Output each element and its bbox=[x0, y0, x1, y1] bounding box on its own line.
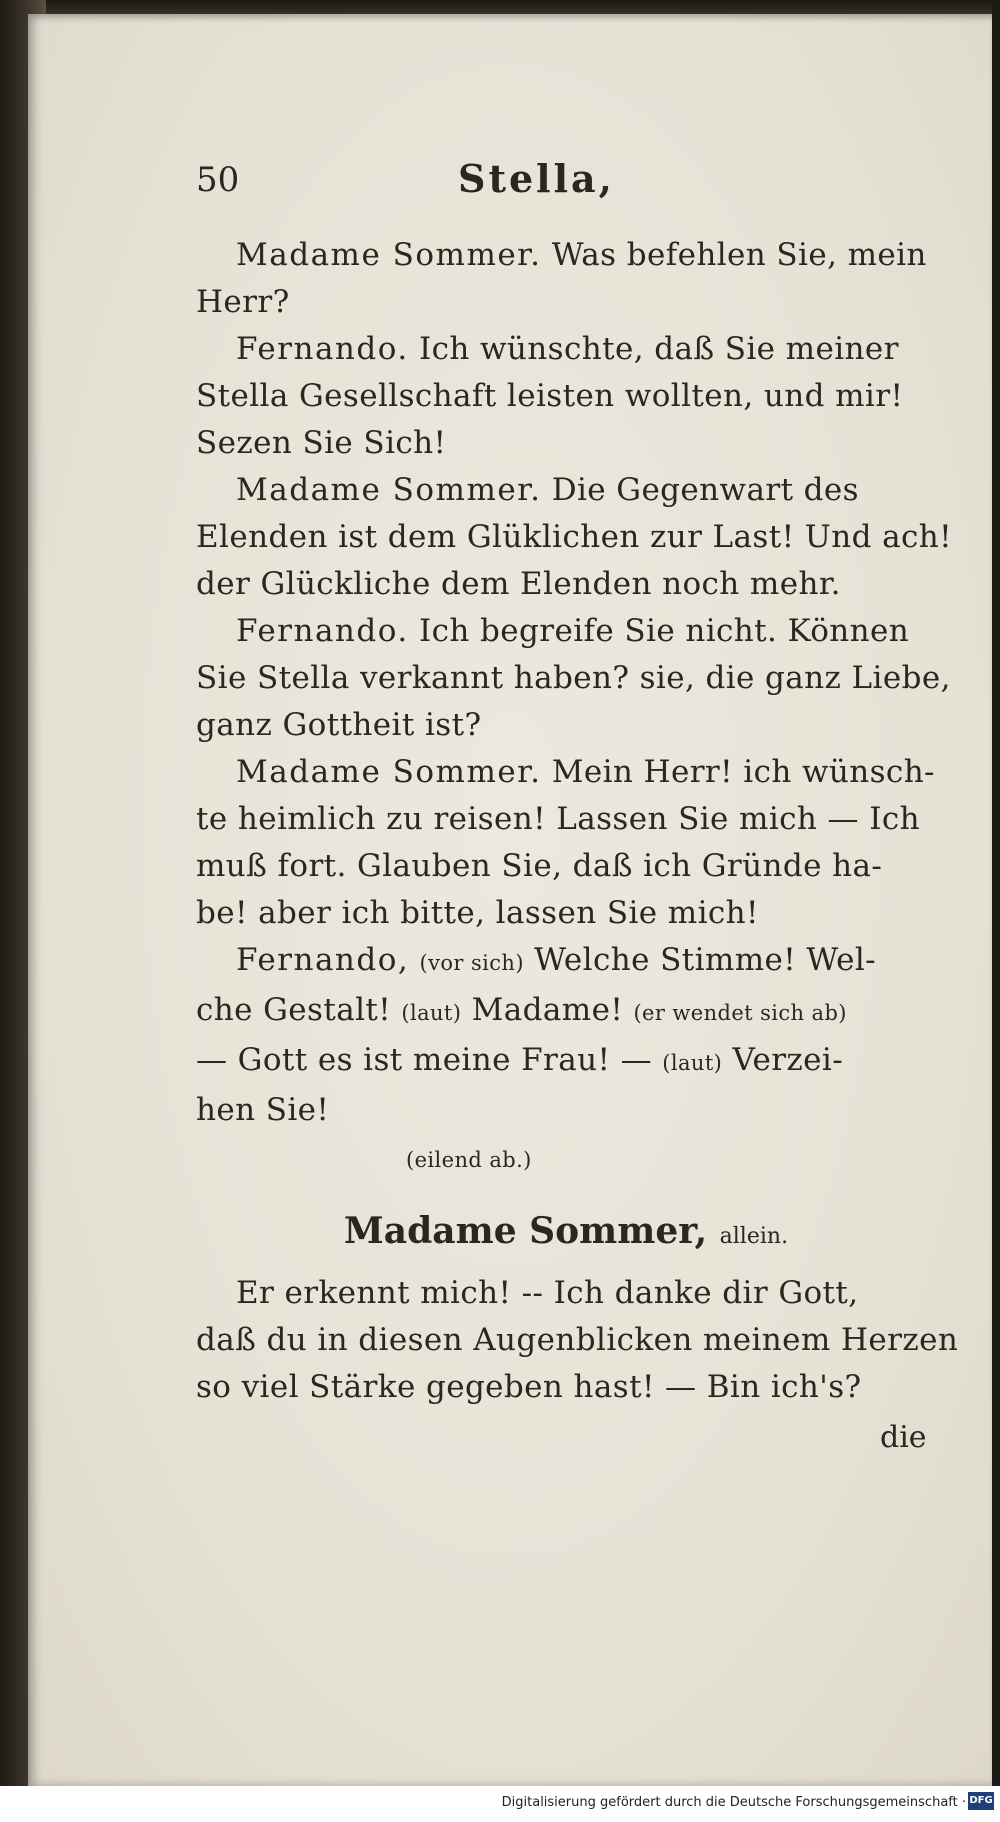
stage-direction: (vor sich) bbox=[419, 951, 524, 975]
line-text: Sie Stella verkannt haben? sie, die ganz Liebe, bbox=[196, 660, 951, 696]
text-line bbox=[196, 749, 936, 796]
monologue-block bbox=[196, 1270, 959, 1411]
line-text: Sezen Sie Sich! bbox=[196, 425, 447, 461]
text-line bbox=[196, 843, 936, 890]
text-line bbox=[196, 1317, 959, 1364]
speaker-name: Madame Sommer. bbox=[236, 472, 542, 508]
page-number: 50 bbox=[196, 160, 240, 200]
speaker-name: Fernando, bbox=[236, 942, 410, 978]
stage-direction: (laut) bbox=[662, 1051, 723, 1075]
line-text: che Gestalt! bbox=[196, 992, 402, 1028]
text-line bbox=[196, 987, 936, 1037]
scene-stage-direction: allein. bbox=[719, 1224, 789, 1249]
line-text: Was befehlen Sie, mein bbox=[541, 237, 927, 273]
speaker-name: Fernando. bbox=[236, 331, 409, 367]
text-line bbox=[196, 467, 936, 514]
text-line bbox=[196, 937, 936, 987]
line-text: Stella Gesellschaft leisten wollten, und mir! bbox=[196, 378, 904, 414]
line-text: te heimlich zu reisen! Lassen Sie mich — Ich bbox=[196, 801, 920, 837]
line-text: ganz Gottheit ist? bbox=[196, 707, 482, 743]
line-text: — Gott es ist meine Frau! — bbox=[196, 1042, 663, 1078]
scene-heading bbox=[196, 1210, 936, 1252]
text-line bbox=[196, 1270, 936, 1317]
stage-direction: (laut) bbox=[401, 1001, 462, 1025]
line-text: so viel Stärke gegeben hast! — Bin ich's? bbox=[196, 1369, 862, 1405]
line-text: Er erkennt mich! -- Ich danke dir Gott, bbox=[236, 1275, 859, 1311]
speaker-name: Madame Sommer. bbox=[236, 754, 542, 790]
stage-direction: (er wendet sich ab) bbox=[633, 1001, 847, 1025]
text-line bbox=[196, 702, 936, 749]
speaker-name: Fernando. bbox=[236, 613, 409, 649]
line-text: Madame! bbox=[461, 992, 634, 1028]
line-text: muß fort. Glauben Sie, daß ich Gründe ha- bbox=[196, 848, 883, 884]
line-text: daß du in diesen Augenblicken meinem Herzen bbox=[196, 1322, 959, 1358]
text-line bbox=[196, 655, 951, 702]
line-text: be! aber ich bitte, lassen Sie mich! bbox=[196, 895, 759, 931]
text-line bbox=[196, 1134, 936, 1184]
text-line bbox=[196, 890, 936, 937]
line-text: Herr? bbox=[196, 284, 290, 320]
line-text: Mein Herr! ich wünsch- bbox=[541, 754, 935, 790]
line-text: Die Gegenwart des bbox=[541, 472, 859, 508]
text-line bbox=[196, 326, 936, 373]
text-line bbox=[196, 514, 952, 561]
speaker-name: Madame Sommer. bbox=[236, 237, 542, 273]
text-line bbox=[196, 1087, 936, 1134]
scene-speaker: Madame Sommer, bbox=[343, 1210, 708, 1252]
line-text: Verzei- bbox=[722, 1042, 844, 1078]
text-line bbox=[196, 796, 936, 843]
right-border bbox=[992, 0, 1000, 1790]
dialogue-block bbox=[196, 232, 952, 1184]
catchword: die bbox=[880, 1420, 927, 1455]
exit-direction: (eilend ab.) bbox=[406, 1148, 532, 1172]
line-text: Ich begreife Sie nicht. Können bbox=[408, 613, 910, 649]
line-text: Welche Stimme! Wel- bbox=[523, 942, 877, 978]
line-text: Elenden ist dem Glüklichen zur Last! Und ach! bbox=[196, 519, 952, 555]
page-header bbox=[196, 150, 956, 210]
running-title: Stella, bbox=[458, 156, 615, 201]
line-text: Ich wünschte, daß Sie meiner bbox=[408, 331, 899, 367]
text-line bbox=[196, 373, 936, 420]
text-line bbox=[196, 1364, 936, 1411]
dfg-logo: DFG bbox=[968, 1792, 994, 1810]
digitization-credit: Digitalisierung gefördert durch die Deutsche Forschungsgemeinschaft · bbox=[501, 1795, 966, 1810]
text-line bbox=[196, 279, 936, 326]
text-line bbox=[196, 561, 936, 608]
text-line bbox=[196, 1037, 936, 1087]
text-line bbox=[196, 420, 936, 467]
text-line bbox=[196, 232, 936, 279]
line-text: der Glückliche dem Elenden noch mehr. bbox=[196, 566, 841, 602]
line-text: hen Sie! bbox=[196, 1092, 330, 1128]
text-line bbox=[196, 608, 936, 655]
